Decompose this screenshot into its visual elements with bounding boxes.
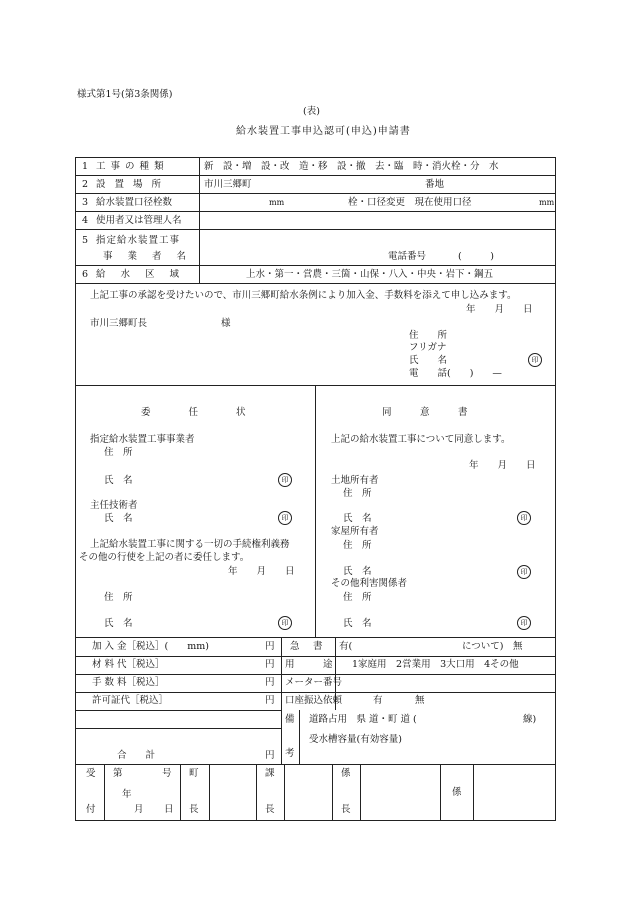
remarks-label-bottom: 考 xyxy=(285,748,295,759)
receipt-month: 月 xyxy=(134,804,144,815)
houseowner-name: 氏 名 xyxy=(343,566,372,577)
row-5-no: 5 xyxy=(82,235,89,246)
form-number: 様式第1号(第3条関係) xyxy=(77,89,173,100)
diameter-unit: mm xyxy=(269,198,285,207)
applicant-furigana-label: フリガナ xyxy=(409,342,447,353)
contractor-phone[interactable]: ( ) xyxy=(458,251,494,262)
receipt-no-label: 第 xyxy=(113,768,123,779)
row-1-label: 工 事 の 種 類 xyxy=(96,161,165,172)
other-party-label: その他利害関係者 xyxy=(331,578,408,589)
meter-number-label: メーター番号 xyxy=(285,677,343,688)
chief-head-top: 係 xyxy=(341,768,351,779)
houseowner-label: 家屋所有者 xyxy=(331,526,379,537)
row-2-label: 設 置 場 所 xyxy=(96,179,165,190)
urgent-yes[interactable]: 有( xyxy=(339,641,353,652)
urgent-label: 急 書 xyxy=(290,641,325,652)
road-occupancy-end: 線) xyxy=(523,714,537,725)
consent-title: 同 意 書 xyxy=(382,407,468,418)
usage-options[interactable]: 1家庭用 2営業用 3大口用 4その他 xyxy=(352,659,519,670)
fee-material-unit: 円 xyxy=(265,659,275,670)
total-label: 合 計 xyxy=(117,750,156,761)
row-1-no: 1 xyxy=(82,161,89,172)
proxy-name-label: 氏 名 xyxy=(104,475,133,486)
receipt-bottom: 付 xyxy=(86,804,96,815)
fee-permit-unit: 円 xyxy=(265,695,275,706)
proxy-name2-label: 氏 名 xyxy=(104,618,133,629)
landowner-name: 氏 名 xyxy=(343,513,372,524)
fee-permit-label: 許可証代［税込］ xyxy=(92,695,169,706)
row-5-label-1: 指定給水装置工事 xyxy=(96,235,181,246)
water-area-options[interactable]: 上水・第一・営農・三箇・山保・八入・中央・岩下・鋼五 xyxy=(246,269,494,280)
applicant-seal-icon: 印 xyxy=(528,353,542,367)
chief-engineer-label: 主任技術者 xyxy=(90,500,138,511)
fee-handling-unit: 円 xyxy=(265,677,275,688)
total-unit: 円 xyxy=(265,750,275,761)
chief-head-bottom: 長 xyxy=(341,804,351,815)
usage-label: 用 途 xyxy=(285,659,333,670)
consent-date: 年 月 日 xyxy=(469,460,536,471)
tank-capacity-line[interactable]: 受水槽容量(有効容量) xyxy=(309,734,402,745)
receipt-day: 日 xyxy=(164,804,174,815)
row-4-no: 4 xyxy=(82,215,89,226)
fee-handling-label: 手 数 料［税込］ xyxy=(92,677,165,688)
town-head-bottom: 長 xyxy=(189,804,199,815)
contractor-phone-label: 電話番号 xyxy=(388,251,427,262)
other-party-seal-icon: 印 xyxy=(517,616,531,630)
chief-engineer-seal-icon: 印 xyxy=(278,511,292,525)
town-head-top: 町 xyxy=(189,768,199,779)
landowner-label: 土地所有者 xyxy=(331,475,379,486)
row-3-no: 3 xyxy=(82,197,89,208)
proxy-date: 年 月 日 xyxy=(228,566,295,577)
current-diameter-unit: mm xyxy=(539,198,555,207)
houseowner-address: 住 所 xyxy=(343,540,372,551)
landowner-address: 住 所 xyxy=(343,488,372,499)
fee-material-label: 材 料 代［税込］ xyxy=(92,659,165,670)
proxy-address2-label: 住 所 xyxy=(104,592,133,603)
road-occupancy-line[interactable]: 道路占用 県 道・町 道 ( xyxy=(309,714,417,725)
transfer-label: 口座振込依頼 xyxy=(285,695,343,706)
row-5-label-2: 事 業 者 名 xyxy=(103,251,193,262)
transfer-yes[interactable]: 有 xyxy=(373,695,383,706)
transfer-no[interactable]: 無 xyxy=(415,695,425,706)
proxy-seal-icon: 印 xyxy=(278,473,292,487)
addressee: 市川三郷町長 xyxy=(90,318,148,329)
applicant-address-label: 住 所 xyxy=(409,330,448,341)
section-head-top: 課 xyxy=(265,768,275,779)
proxy-seal2-icon: 印 xyxy=(278,616,292,630)
row-6-no: 6 xyxy=(82,269,89,280)
receipt-top: 受 xyxy=(86,768,96,779)
addressee-honorific: 様 xyxy=(221,318,231,329)
location-town[interactable]: 市川三郷町 xyxy=(204,179,252,190)
row-4-label: 使用者又は管理人名 xyxy=(96,215,182,226)
houseowner-seal-icon: 印 xyxy=(517,565,531,579)
section-head-bottom: 長 xyxy=(265,804,275,815)
application-date: 年 月 日 xyxy=(466,304,533,315)
row-6-label: 給 水 区 域 xyxy=(96,269,186,280)
landowner-seal-icon: 印 xyxy=(517,511,531,525)
receipt-year: 年 xyxy=(122,789,132,800)
other-party-address: 住 所 xyxy=(343,592,372,603)
proxy-statement-2: その他の行使を上記の者に委任します。 xyxy=(79,552,250,563)
proxy-title: 委 任 状 xyxy=(141,407,246,418)
location-banchi: 番地 xyxy=(425,179,445,190)
remarks-label-top: 備 xyxy=(285,714,295,725)
proxy-contractor-label: 指定給水装置工事事業者 xyxy=(90,434,195,445)
form-title: 給水装置工事申込認可(申込)申請書 xyxy=(236,126,411,137)
applicant-phone-label: 電 話( ) — xyxy=(409,368,502,379)
proxy-statement-1: 上記給水装置工事に関する一切の手続権利義務 xyxy=(90,539,290,550)
side-label: (表) xyxy=(303,106,320,117)
other-party-name: 氏 名 xyxy=(343,618,372,629)
applicant-name-label: 氏 名 xyxy=(409,355,448,366)
staff-label: 係 xyxy=(452,787,462,798)
row-2-no: 2 xyxy=(82,179,89,190)
proxy-address-label: 住 所 xyxy=(104,447,133,458)
consent-statement: 上記の給水装置工事について同意します。 xyxy=(331,434,511,445)
chief-engineer-name-label: 氏 名 xyxy=(104,513,133,524)
application-statement: 上記工事の承認を受けたいので、市川三郷町給水条例により加入金、手数料を添えて申し込みます。 xyxy=(90,290,517,301)
diameter-change[interactable]: 栓・口径変更 現在使用口径 xyxy=(348,197,472,208)
receipt-go-label: 号 xyxy=(162,768,172,779)
construction-type-options[interactable]: 新 設・増 設・改 造・移 設・撤 去・臨 時・消火栓・分 水 xyxy=(204,161,499,172)
fee-connection-unit: 円 xyxy=(265,641,275,652)
row-3-label: 給水装置口径栓数 xyxy=(96,197,173,208)
urgent-about[interactable]: について) 無 xyxy=(462,641,523,652)
fee-connection-label: 加 入 金［税込］( mm) xyxy=(92,641,209,652)
